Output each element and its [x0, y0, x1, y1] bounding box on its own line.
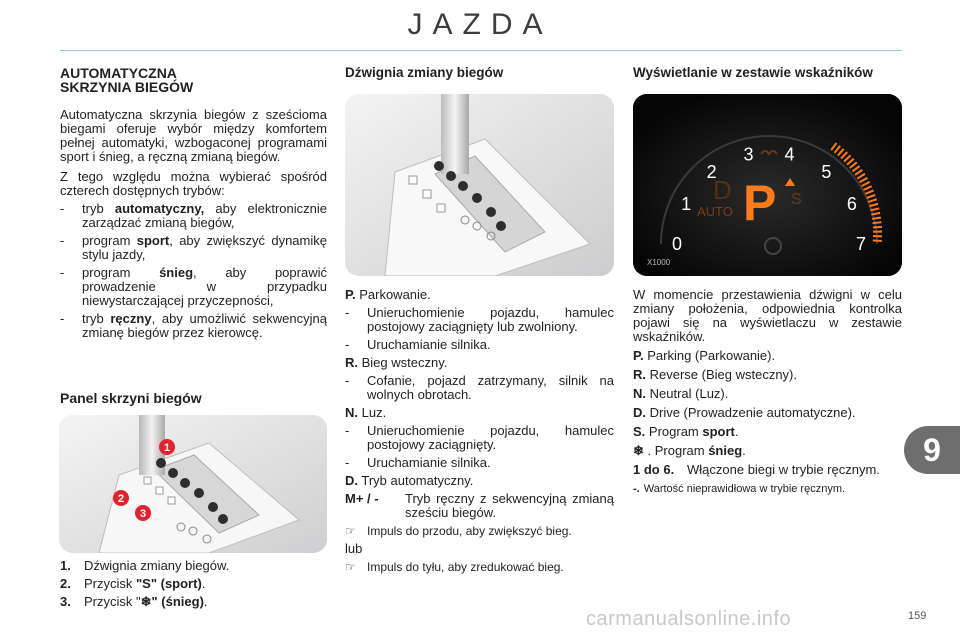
bullet-dash: - — [345, 455, 350, 470]
mode-prefix: tryb — [82, 201, 115, 216]
display-suffix: . — [742, 443, 746, 458]
chapter-tab[interactable]: 9 — [904, 426, 960, 474]
mode-prefix: tryb — [82, 311, 111, 326]
modes-list — [60, 202, 327, 340]
display-key: R. — [633, 367, 646, 382]
legend-prefix: Przycisk " — [84, 594, 141, 609]
cluster-gear-indicator: P — [743, 175, 777, 231]
display-text: . Program — [643, 443, 709, 458]
rpm-tick-label: 4 — [784, 144, 795, 165]
gear-panel-drawing — [59, 415, 327, 553]
pointing-hand-icon: ☞ — [345, 524, 356, 538]
display-item — [633, 368, 902, 382]
position-key: N. — [345, 405, 358, 420]
invalid-key: -. — [633, 483, 640, 495]
detail-text: Impuls do tyłu, aby zredukować bieg. — [367, 560, 564, 574]
mode-name: automatyczny, — [114, 201, 205, 216]
display-suffix: . — [734, 424, 739, 439]
display-key: D. — [633, 405, 646, 420]
cluster-intro: W momencie przestawienia dźwigni w celu zmiany położenia, odpowiednia kontrolka pojawi się na wyświetlaczu w zestawie wskaźników. — [633, 287, 902, 344]
legend-suffix: . — [201, 576, 206, 591]
display-key: N. — [633, 386, 646, 401]
display-text: Drive (Prowadzenie automatyczne). — [646, 405, 856, 420]
title-rule — [60, 50, 902, 51]
bullet-dash: - — [345, 423, 350, 438]
legend-prefix: Dźwignia zmiany biegów. — [84, 558, 230, 573]
position-text: Bieg wsteczny. — [358, 355, 448, 370]
gear-panel-illustration — [59, 415, 327, 553]
snowflake-icon: ❄ — [633, 443, 644, 458]
bullet-dash: - — [60, 201, 65, 216]
mode-name: śnieg — [159, 265, 194, 280]
display-bold: śnieg — [708, 443, 743, 458]
legend-bold: ❄" (śnieg) — [140, 594, 204, 609]
display-text: Parking (Parkowanie). — [643, 348, 776, 363]
display-bold: sport — [702, 424, 735, 439]
callout-1: 1 — [163, 442, 171, 454]
rpm-unit-label: X1000 — [647, 258, 671, 267]
display-item — [633, 387, 902, 401]
legend-item — [60, 595, 327, 609]
position-key: D. — [345, 473, 358, 488]
heading-line-1: AUTOMATYCZNA — [60, 65, 177, 81]
gear-lever-list — [345, 288, 614, 578]
rpm-tick-label: 0 — [671, 234, 683, 254]
page-title: JAZDA — [407, 8, 553, 41]
gear-panel-legend — [60, 559, 327, 613]
section-heading-gear-lever: Dźwignia zmiany biegów — [345, 65, 504, 80]
position-key: M+ / - — [345, 491, 379, 506]
mode-suffix: , aby poprawić prowadzenie w przypadku niewystarczającej przyczepności, — [82, 265, 327, 308]
gears-item — [633, 463, 902, 477]
heading-line-2: SKRZYNIA BIEGÓW — [60, 79, 194, 95]
invalid-item — [633, 482, 902, 496]
section-heading-cluster-display: Wyświetlanie w zestawie wskaźników — [633, 65, 873, 80]
pointing-hand-icon: ☞ — [345, 560, 356, 574]
gears-key: 1 do 6. — [633, 462, 675, 477]
position-key: P. — [345, 287, 356, 302]
rpm-tick-label: 7 — [855, 234, 867, 254]
gear-lever-illustration — [345, 94, 614, 276]
display-item — [633, 349, 902, 363]
detail-text: Unieruchomienie pojazdu, hamulec postojowy zaciągnięty lub zwolniony. — [367, 305, 614, 334]
callout-3: 3 — [139, 508, 147, 520]
detail-text: Uruchamianie silnika. — [367, 455, 491, 470]
column-cluster-display — [633, 66, 902, 80]
bullet-dash: - — [60, 233, 65, 248]
position-text: Tryb ręczny z sekwencyjną zmianą sześciu biegów. — [405, 491, 614, 520]
section-heading-automatic-gearbox — [60, 66, 327, 94]
callout-2: 2 — [117, 493, 125, 505]
rpm-tick-label: 5 — [821, 162, 832, 183]
position-text: Tryb automatyczny. — [358, 473, 474, 488]
mode-item — [60, 266, 327, 308]
modes-intro: Z tego względu można wybierać spośród czterech dostępnych trybów: — [60, 169, 327, 198]
mode-prefix: program — [82, 265, 160, 280]
legend-suffix: . — [203, 594, 208, 609]
legend-number: 2. — [60, 576, 71, 591]
cluster-auto-indicator: AUTO — [697, 204, 733, 219]
legend-number: 1. — [60, 558, 71, 573]
position-text: Parkowanie. — [355, 287, 431, 302]
display-item — [633, 406, 902, 420]
detail-text: Uruchamianie silnika. — [367, 337, 491, 352]
impulse-item — [345, 560, 614, 574]
display-text: Program — [645, 424, 703, 439]
display-key: S. — [633, 424, 646, 439]
lever-position — [345, 406, 614, 420]
mode-text — [82, 234, 327, 262]
bullet-dash: - — [345, 337, 350, 352]
column-automatic-gearbox — [60, 65, 327, 406]
display-item — [633, 425, 902, 439]
legend-item — [60, 577, 327, 591]
legend-bold: "S" (sport) — [136, 576, 202, 591]
bullet-dash: - — [60, 265, 65, 280]
lever-detail — [345, 374, 614, 402]
page-number: 159 — [908, 610, 927, 622]
display-text: Neutral (Luz). — [646, 386, 729, 401]
mode-prefix: program — [82, 233, 137, 248]
lever-position — [345, 474, 614, 488]
gear-lever-drawing — [345, 94, 614, 276]
cluster-s-indicator: S — [791, 191, 802, 208]
cluster-d-indicator: D — [713, 175, 732, 205]
legend-prefix: Przycisk — [84, 576, 136, 591]
mode-item — [60, 234, 327, 262]
instrument-cluster-drawing — [633, 94, 902, 276]
lever-detail — [345, 306, 614, 334]
display-text: Reverse (Bieg wsteczny). — [646, 367, 797, 382]
rpm-tick-label: 2 — [706, 162, 717, 183]
lever-position — [345, 492, 614, 520]
lever-position — [345, 288, 614, 302]
invalid-text: Wartość nieprawidłowa w trybie ręcznym. — [643, 483, 846, 495]
lever-detail — [345, 338, 614, 352]
impulse-item — [345, 524, 614, 538]
section-heading-gear-panel: Panel skrzyni biegów — [60, 390, 202, 406]
detail-text: Cofanie, pojazd zatrzymany, silnik na wolnych obrotach. — [367, 373, 614, 402]
column-gear-lever — [345, 66, 614, 80]
lever-detail — [345, 424, 614, 452]
rpm-tick-label: 6 — [846, 194, 857, 215]
mode-name: sport — [136, 233, 170, 248]
rpm-tick-label: 1 — [681, 194, 692, 215]
position-key: R. — [345, 355, 358, 370]
lever-position — [345, 356, 614, 370]
position-text: Luz. — [358, 405, 387, 420]
bullet-dash: - — [345, 373, 350, 388]
display-key: P. — [633, 348, 644, 363]
gears-text: Włączone biegi w trybie ręcznym. — [687, 462, 880, 477]
bullet-dash: - — [345, 305, 350, 320]
mode-text — [82, 266, 327, 308]
detail-text: Unieruchomienie pojazdu, hamulec postojowy zaciągnięty. — [367, 423, 614, 452]
mode-item — [60, 312, 327, 340]
mode-suffix: , aby zwiększyć dynamikę stylu jazdy, — [82, 233, 327, 262]
instrument-cluster-illustration — [633, 94, 902, 276]
detail-text: Impuls do przodu, aby zwiększyć bieg. — [367, 524, 572, 538]
bullet-dash: - — [60, 311, 65, 326]
mode-item — [60, 202, 327, 230]
lever-detail — [345, 456, 614, 470]
watermark: carmanualsonline.info — [586, 608, 792, 630]
mode-text — [82, 312, 327, 340]
mode-name: ręczny — [110, 311, 152, 326]
mode-text — [82, 202, 327, 230]
connector-text: lub — [345, 541, 363, 556]
legend-number: 3. — [60, 594, 71, 609]
intro-paragraph: Automatyczna skrzynia biegów z sześcioma biegami oferuje wybór między komfortem pełnej automatyki, wzbogaconej programami sport i śnieg, a ręczną zmianą biegów. — [60, 107, 327, 164]
mode-suffix: , aby umożliwić sekwencyjną zmianę biegów przez kierowcę. — [82, 311, 327, 340]
cluster-display-list — [633, 288, 902, 496]
display-item — [633, 444, 902, 458]
mode-suffix: aby elektronicznie zarządzać zmianą biegów, — [82, 201, 327, 230]
legend-item — [60, 559, 327, 573]
rpm-tick-label: 3 — [743, 144, 754, 165]
